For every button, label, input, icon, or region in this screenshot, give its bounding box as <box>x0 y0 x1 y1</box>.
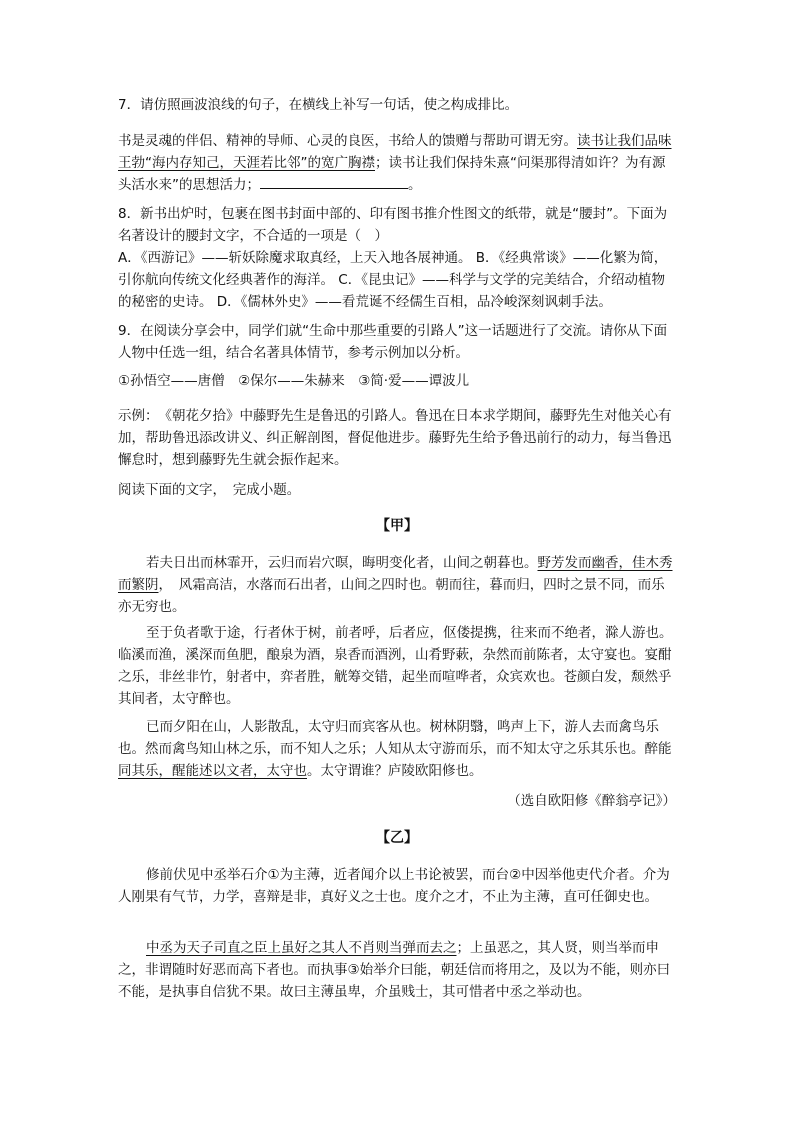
yi-p2-text-b: ；上虽恶之，其人贤，则当举而申之，非谓随时好恶而高下者也。而执事③始举介曰能，朝廷信而将用之，及以为不能，则亦曰不能，是执事自信犹不果。故曰主薄虽卑，介虽贱士，其可惜者中丞之举动也。 <box>118 940 671 1000</box>
yi-paragraph-2 <box>118 937 676 1003</box>
reading-intro: 阅读下面的文字， 完成小题。 <box>118 482 301 498</box>
q7-text-3: 。 <box>408 177 422 193</box>
q9-choices: ①孙悟空——唐僧 ②保尔——朱赫来 ③简·爱——谭波儿 <box>118 373 470 389</box>
q8-options: A．《西游记》——斩妖除魔求取真经，上天入地各展神通。 B．《经典常谈》——化繁为简，引你航向传统文化经典著作的海洋。 C．《昆虫记》——科学与文学的完美结合，介绍动植物的秘密的史诗。 D．《儒林外史》——看荒诞不经儒生百相，品冷峻深刻讽刺手法。 <box>118 250 668 310</box>
yi-paragraph-1: 修前伏见中丞举石介①为主薄，近者闻介以上书论被罢，而台②中因举他吏代介者。介为人刚果有气节，力学，喜辩是非，真好义之士也。度介之才，不止为主薄，直可任御史也。 <box>118 867 670 905</box>
q7-answer-blank[interactable] <box>260 174 408 189</box>
jia-paragraph-1 <box>118 552 676 618</box>
q7-text-2: ；读书让我们保持朱熹“问渠那得清如许？为有源头活水来”的思想活力； <box>118 155 666 193</box>
section-jia-heading: 【甲】 <box>376 518 418 534</box>
q7-passage <box>118 130 676 196</box>
jia-p3-text-a: 已而夕阳在山，人影散乱，太守归而宾客从也。树林阴翳，鸣声上下，游人去而禽鸟乐也。然而禽鸟知山林之乐，而不知人之乐；人知从太守游而乐，而不知太守之乐其乐也。醉能 <box>118 719 672 757</box>
jia-p1-text-a: 若夫日出而林霏开，云归而岩穴暝，晦明变化者，山间之朝暮也。 <box>146 555 538 571</box>
jia-p1-text-b: ， 风霜高洁，水落而石出者，山间之四时也。朝而往，暮而归，四时之景不同，而乐亦无穷也。 <box>118 577 665 615</box>
jia-source: （选自欧阳修《醉翁亭记》） <box>507 793 676 809</box>
q8-prompt: 8．新书出炉时，包裹在图书封面中部的、印有图书推介性图文的纸带，就是“腰封”。下面为名著设计的腰封文字，不合适的一项是（ ） <box>118 206 668 244</box>
section-yi-heading: 【乙】 <box>376 830 418 846</box>
q7-text-1: 书是灵魂的伴侣、精神的导师、心灵的良医，书给人的馈赠与帮助可谓无穷。 <box>118 133 577 149</box>
q9-example: 示例： 《朝花夕拾》中藤野先生是鲁迅的引路人。鲁迅在日本求学期间，藤野先生对他关心有加，帮助鲁迅添改讲义、纠正解剖图，督促他进步。藤野先生给予鲁迅前行的动力，每当鲁迅懈怠时，想到藤野先生就会振作起来。 <box>118 408 672 468</box>
jia-paragraph-2: 至于负者歌于途，行者休于树，前者呼，后者应，伛偻提携，往来而不绝者，滁人游也。临溪而渔，溪深而鱼肥，酿泉为酒，泉香而酒洌，山肴野蔌，杂然而前陈者，太守宴也。宴酣之乐，非丝非竹，射者中，弈者胜，觥筹交错，起坐而喧哗者，众宾欢也。苍颜白发，颓然乎其间者，太守醉也。 <box>118 625 673 707</box>
q7-prompt: 7．请仿照画波浪线的句子，在横线上补写一句话，使之构成排比。 <box>118 97 519 113</box>
jia-p3-underlined: 同其乐，醒能述以文者，太守也 <box>118 763 307 779</box>
jia-p1-underlined: 野芳发而幽香，佳木秀而繁阴 <box>118 555 673 593</box>
q9-prompt: 9．在阅读分享会中，同学们就“生命中那些重要的引路人”这一话题进行了交流。请你从下面人物中任选一组，结合名著具体情节，参考示例加以分析。 <box>118 323 668 361</box>
yi-p2-underlined: 中丞为天子司直之臣上虽好之其人不肖则当弹而去之 <box>146 940 457 956</box>
jia-p3-text-b: 。太守谓谁？庐陵欧阳修也。 <box>307 763 483 779</box>
q7-wavy-sentence: 读书让我们品味王勃“海内存知己，天涯若比邻”的宽广胸襟 <box>118 133 672 171</box>
jia-paragraph-3 <box>118 716 676 782</box>
